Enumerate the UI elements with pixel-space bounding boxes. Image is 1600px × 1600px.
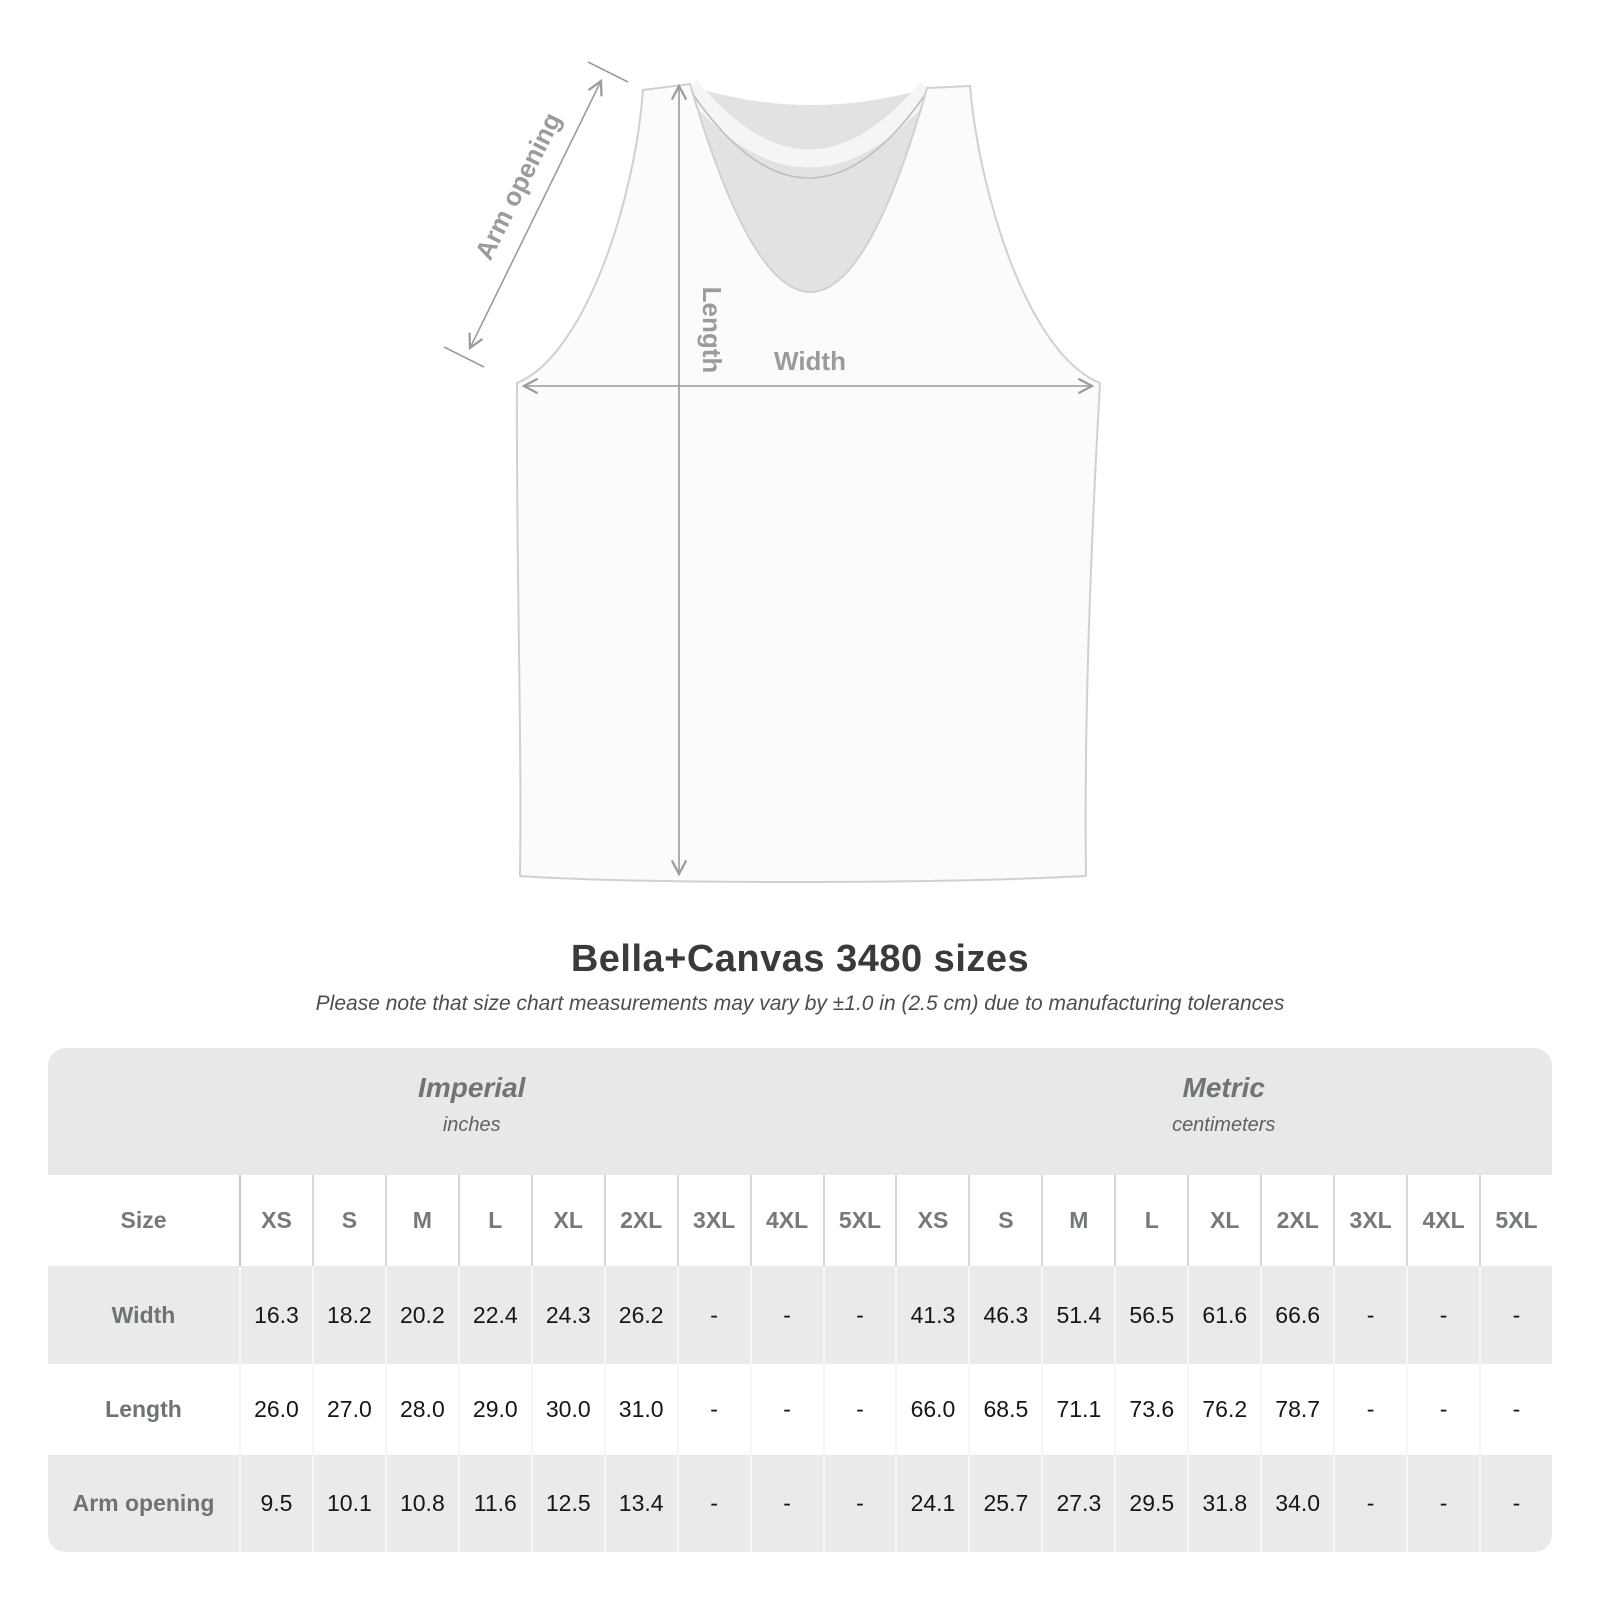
table-cell: 9.5 <box>239 1455 312 1552</box>
table-cell: 46.3 <box>968 1266 1041 1364</box>
tolerance-note: Please note that size chart measurements may vary by ±1.0 in (2.5 cm) due to manufacturing tolerances <box>315 992 1285 1015</box>
imperial-unit-group <box>48 1048 896 1175</box>
table-cell: 12.5 <box>531 1455 604 1552</box>
table-row <box>48 1364 1552 1455</box>
table-cell: 26.0 <box>239 1364 312 1455</box>
column-header: L <box>458 1175 531 1266</box>
table-cell: 61.6 <box>1187 1266 1260 1364</box>
table-cell: 25.7 <box>968 1455 1041 1552</box>
column-header: 4XL <box>1406 1175 1479 1266</box>
table-cell: 26.2 <box>604 1266 677 1364</box>
table-cell: - <box>1333 1455 1406 1552</box>
table-header-row <box>48 1175 1552 1266</box>
table-row <box>48 1455 1552 1552</box>
table-cell: - <box>823 1455 896 1552</box>
table-cell: 24.1 <box>895 1455 968 1552</box>
row-label: Width <box>111 1301 176 1328</box>
column-header: 2XL <box>1260 1175 1333 1266</box>
size-table <box>48 1048 1552 1552</box>
table-cell: 66.6 <box>1260 1266 1333 1364</box>
table-cell: - <box>1479 1364 1552 1455</box>
table-cell: - <box>1333 1364 1406 1455</box>
table-cell: 31.8 <box>1187 1455 1260 1552</box>
table-cell: - <box>1406 1364 1479 1455</box>
table-cell: 28.0 <box>385 1364 458 1455</box>
column-header: S <box>968 1175 1041 1266</box>
column-header: 5XL <box>823 1175 896 1266</box>
imperial-unit: inches <box>442 1114 501 1136</box>
table-cell: 41.3 <box>895 1266 968 1364</box>
table-cell: 71.1 <box>1041 1364 1114 1455</box>
table-cell: - <box>823 1364 896 1455</box>
table-cell: 10.8 <box>385 1455 458 1552</box>
table-cell: 56.5 <box>1114 1266 1187 1364</box>
table-cell: - <box>1406 1455 1479 1552</box>
column-header: 2XL <box>604 1175 677 1266</box>
column-header: M <box>385 1175 458 1266</box>
table-cell: 11.6 <box>458 1455 531 1552</box>
table-cell: - <box>1406 1266 1479 1364</box>
table-cell: - <box>1333 1266 1406 1364</box>
size-column-header: Size <box>120 1207 167 1233</box>
table-cell: 73.6 <box>1114 1364 1187 1455</box>
table-cell: - <box>1479 1266 1552 1364</box>
table-cell: 16.3 <box>239 1266 312 1364</box>
table-row <box>48 1266 1552 1364</box>
column-header: 4XL <box>750 1175 823 1266</box>
column-header: M <box>1041 1175 1114 1266</box>
table-cell: - <box>1479 1455 1552 1552</box>
table-cell: 31.0 <box>604 1364 677 1455</box>
table-cell: 10.1 <box>312 1455 385 1552</box>
row-label: Length <box>105 1396 182 1422</box>
table-cell: - <box>750 1364 823 1455</box>
column-header: XS <box>895 1175 968 1266</box>
arm-opening-label: Arm opening <box>468 107 568 265</box>
table-cell: 78.7 <box>1260 1364 1333 1455</box>
column-header: XL <box>1187 1175 1260 1266</box>
table-cell: - <box>677 1455 750 1552</box>
table-cell: 66.0 <box>895 1364 968 1455</box>
table-cell: 27.0 <box>312 1364 385 1455</box>
table-cell: 76.2 <box>1187 1364 1260 1455</box>
table-cell: - <box>750 1455 823 1552</box>
column-header: S <box>312 1175 385 1266</box>
table-cell: 18.2 <box>312 1266 385 1364</box>
column-header: L <box>1114 1175 1187 1266</box>
table-cell: - <box>677 1266 750 1364</box>
table-cell: 29.5 <box>1114 1455 1187 1552</box>
table-cell: 27.3 <box>1041 1455 1114 1552</box>
table-cell: 24.3 <box>531 1266 604 1364</box>
column-header: 5XL <box>1479 1175 1552 1266</box>
metric-unit: centimeters <box>1172 1114 1276 1136</box>
row-label: Arm opening <box>72 1490 215 1516</box>
column-header: 3XL <box>677 1175 750 1266</box>
length-label: Length <box>697 286 727 374</box>
page-title: Bella+Canvas 3480 sizes <box>570 938 1030 980</box>
table-cell: 29.0 <box>458 1364 531 1455</box>
unit-band <box>48 1048 1552 1175</box>
table-cell: - <box>750 1266 823 1364</box>
metric-label: Metric <box>1182 1072 1265 1103</box>
width-label: Width <box>774 346 846 376</box>
table-cell: 20.2 <box>385 1266 458 1364</box>
column-header: XS <box>239 1175 312 1266</box>
metric-unit-group <box>896 1048 1553 1175</box>
table-cell: - <box>677 1364 750 1455</box>
table-cell: 22.4 <box>458 1266 531 1364</box>
table-cell: 51.4 <box>1041 1266 1114 1364</box>
table-cell: 30.0 <box>531 1364 604 1455</box>
column-header: 3XL <box>1333 1175 1406 1266</box>
column-header: XL <box>531 1175 604 1266</box>
table-cell: 34.0 <box>1260 1455 1333 1552</box>
table-cell: 68.5 <box>968 1364 1041 1455</box>
table-cell: 13.4 <box>604 1455 677 1552</box>
table-cell: - <box>823 1266 896 1364</box>
imperial-label: Imperial <box>418 1072 526 1103</box>
